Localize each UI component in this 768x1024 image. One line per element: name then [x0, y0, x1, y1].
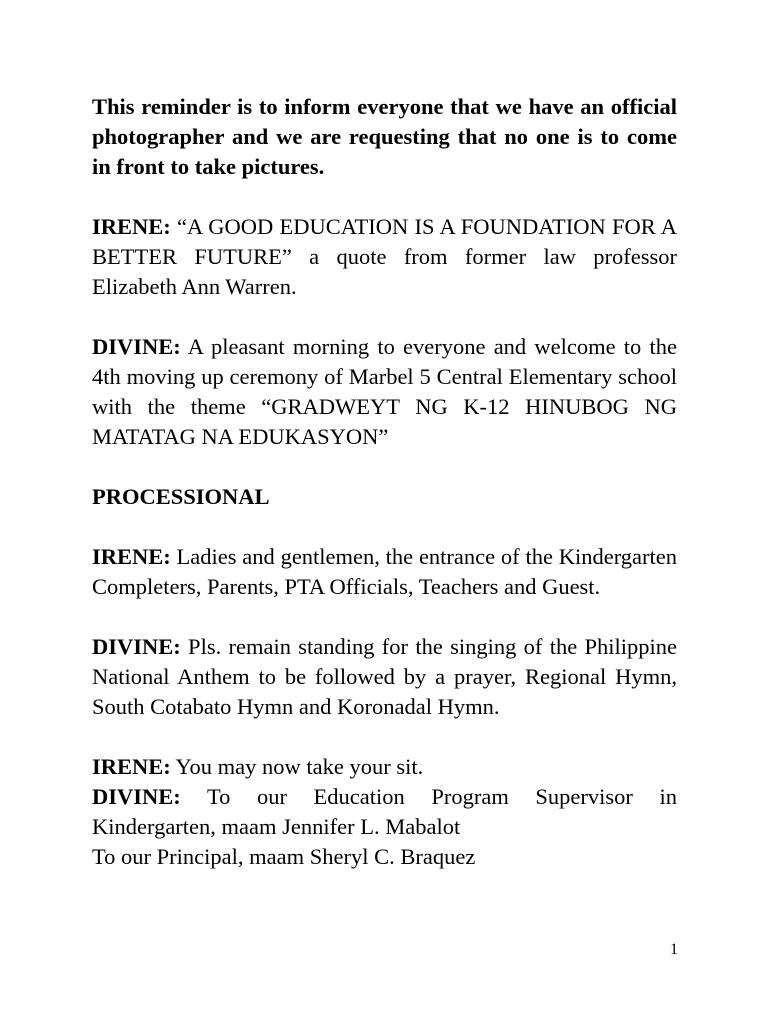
speaker-label: DIVINE: — [92, 634, 181, 659]
speaker-label: IRENE: — [92, 754, 171, 779]
speaker-label: IRENE: — [92, 544, 171, 569]
document-page — [92, 92, 677, 872]
irene-sit-paragraph — [92, 752, 677, 782]
speaker-label: DIVINE: — [92, 334, 181, 359]
processional-heading: PROCESSIONAL — [92, 484, 270, 509]
divine-supervisor-paragraph — [92, 782, 677, 842]
paragraph-text: To our Education Program Supervisor in Kindergarten, maam Jennifer L. Mabalot — [92, 784, 677, 839]
speaker-label: DIVINE: — [92, 784, 181, 809]
principal-line: To our Principal, maam Sheryl C. Braquez — [92, 844, 476, 869]
reminder-paragraph: This reminder is to inform everyone that we have an official photographer and we are requesting that no one is to come in front to take pictures. — [92, 94, 677, 179]
divine-welcome-paragraph — [92, 332, 677, 452]
paragraph-text: You may now take your sit. — [170, 754, 424, 779]
speaker-label: IRENE: — [92, 214, 171, 239]
divine-anthem-paragraph — [92, 632, 677, 722]
paragraph-text: Pls. remain standing for the singing of the Philippine National Anthem to be followed by a prayer, Regional Hymn, South Cotabato Hymn and Koronadal Hymn. — [92, 634, 677, 719]
paragraph-text: “A GOOD EDUCATION IS A FOUNDATION FOR A BETTER FUTURE” a quote from former law professor Elizabeth Ann Warren. — [92, 214, 677, 299]
irene-quote-paragraph — [92, 212, 677, 302]
paragraph-text: Ladies and gentlemen, the entrance of the Kindergarten Completers, Parents, PTA Officials, Teachers and Guest. — [92, 544, 677, 599]
irene-entrance-paragraph — [92, 542, 677, 602]
page-number: 1 — [670, 941, 678, 958]
paragraph-text: A pleasant morning to everyone and welcome to the 4th moving up ceremony of Marbel 5 Central Elementary school with the theme “GRADWEYT NG K-12 HINUBOG NG MATATAG NA EDUKASYON” — [92, 334, 677, 449]
